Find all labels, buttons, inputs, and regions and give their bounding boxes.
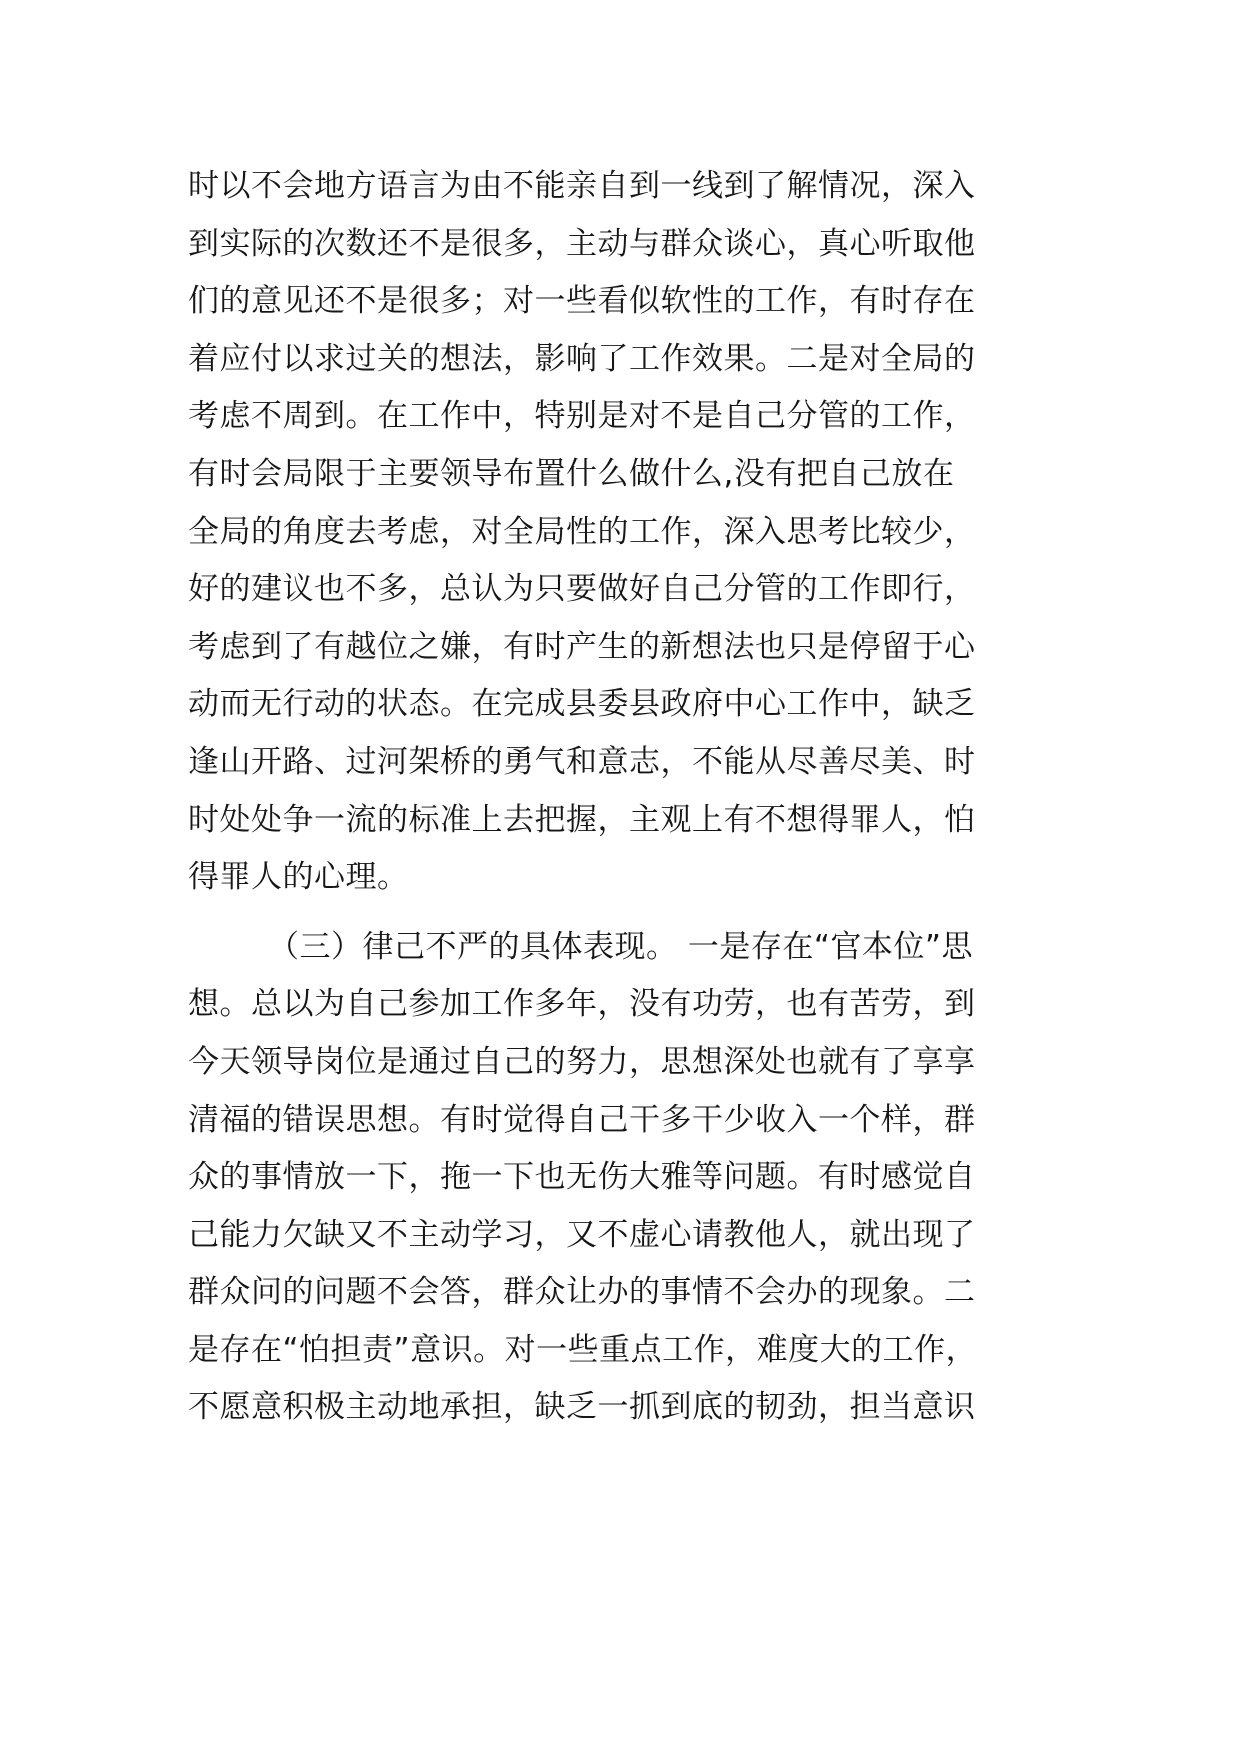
text-line: 着应付以求过关的想法，影响了工作效果。二是对全局的 <box>188 340 976 377</box>
text-line: 全局的角度去考虑，对全局性的工作，深入思考比较少， <box>188 513 976 550</box>
text-line: 考虑不周到。在工作中，特别是对不是自己分管的工作， <box>188 398 976 435</box>
text-line: 们的意见还不是很多；对一些看似软性的工作，有时存在 <box>188 283 976 320</box>
text-line: 清福的错误思想。有时觉得自己干多干少收入一个样，群 <box>188 1101 976 1138</box>
text-line: 众的事情放一下，拖一下也无伤大雅等问题。有时感觉自 <box>188 1159 976 1196</box>
text-line: 不愿意积极主动地承担，缺乏一抓到底的韧劲，担当意识 <box>188 1389 976 1426</box>
text-line: 时处处争一流的标准上去把握，主观上有不想得罪人，怕 <box>188 801 976 838</box>
text-line: 群众问的问题不会答，群众让办的事情不会办的现象。二 <box>188 1274 976 1311</box>
document-body <box>188 158 1068 1437</box>
text-line: 好的建议也不多，总认为只要做好自己分管的工作即行， <box>188 571 976 608</box>
paragraph-continued <box>188 158 1068 907</box>
text-line: 今天领导岗位是通过自己的努力，思想深处也就有了享享 <box>188 1043 976 1080</box>
text-line: 得罪人的心理。 <box>188 859 409 896</box>
text-line: 有时会局限于主要领导布置什么做什么,没有把自己放在 <box>188 455 955 492</box>
text-line: 己能力欠缺又不主动学习，又不虚心请教他人，就出现了 <box>188 1216 976 1253</box>
paragraph-spacing <box>188 907 1068 919</box>
text-line: 考虑到了有越位之嫌，有时产生的新想法也只是停留于心 <box>188 628 976 665</box>
text-line: 是存在“怕担责”意识。对一些重点工作，难度大的工作， <box>188 1331 978 1368</box>
text-line: 时以不会地方语言为由不能亲自到一线到了解情况，深入 <box>188 168 976 204</box>
text-line: 到实际的次数还不是很多，主动与群众谈心，真心听取他 <box>188 225 976 262</box>
text-line: 想。总以为自己参加工作多年，没有功劳，也有苦劳，到 <box>188 986 976 1023</box>
section-heading-line: （三）律己不严的具体表现。 一是存在“官本位”思 <box>268 928 973 965</box>
paragraph-section-3 <box>188 919 1068 1437</box>
text-line: 动而无行动的状态。在完成县委县政府中心工作中，缺乏 <box>188 686 976 723</box>
text-line: 逢山开路、过河架桥的勇气和意志，不能从尽善尽美、时 <box>188 743 976 780</box>
